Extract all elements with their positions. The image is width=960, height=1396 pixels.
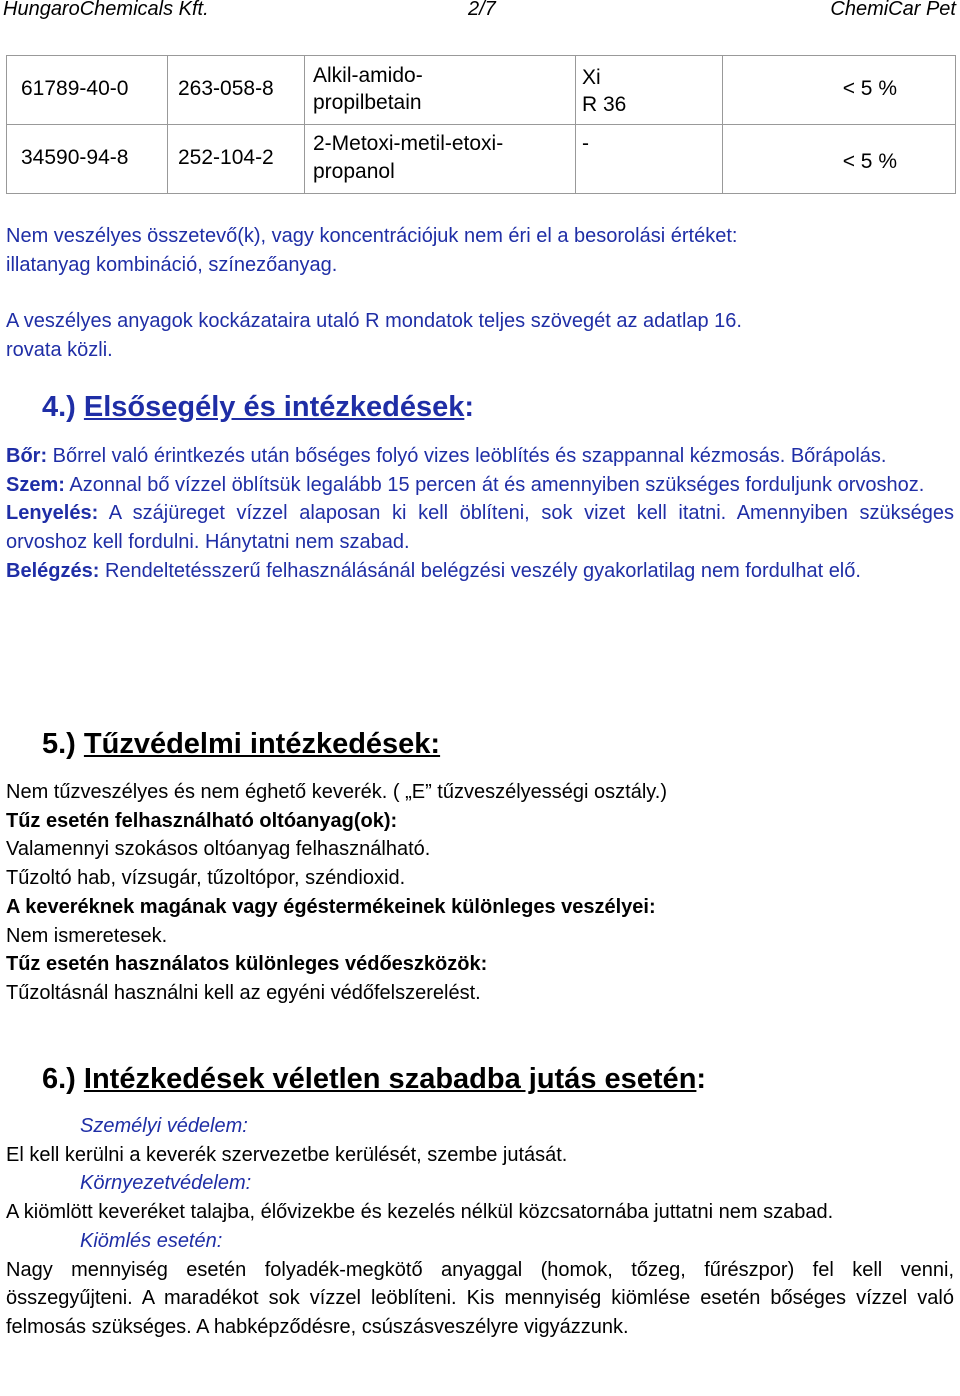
page-header [0, 0, 960, 28]
environment-label: Környezetvédelem: [80, 1172, 252, 1195]
section-5-heading: 5.) Tűzvédelmi intézkedések: [42, 728, 441, 760]
section-6-heading: 6.) Intézkedések véletlen szabadba jutás esetén: [42, 1063, 707, 1095]
classification-cell: Xi R 36 [576, 56, 723, 125]
classification-cell: - [576, 125, 723, 194]
section-6-body: Személyi védelem: El kell kerülni a keverék szervezetbe kerülését, szembe jutását. Környezetvédelem: A kiömlött keveréket talajba, élővizekbe és kezelés nélkül közcsatornába juttatni nem szabad. Kiömlés esetén: Nagy mennyiség esetén folyadék-megkötő anyaggal (homok, tőzeg, fűrészpor) fel kell venni, összegyűjteni. A maradékot sok vízzel leöblíteni. Kis mennyiség kiömlése esetén bőséges vízzel való felmosás szükséges. A habképződésre, csúszásveszélyre vigyázzunk. [6, 1112, 954, 1342]
eye-paragraph: Szem: Azonnal bő vízzel öblítsük legalább 15 percen át és amennyiben szükséges forduljunk orvoshoz. [6, 473, 925, 496]
personal-protection-label: Személyi védelem: [80, 1115, 248, 1137]
components-table [6, 55, 956, 194]
table-row [7, 125, 956, 194]
spill-label: Kiömlés esetén: [80, 1229, 223, 1252]
skin-paragraph: Bőr: Bőrrel való érintkezés után bőséges folyó vizes leöblítés és szappannal kézmosás. Bőrápolás. [6, 445, 887, 467]
cas-cell: 61789-40-0 [7, 56, 168, 125]
product-name: ChemiCar Pet [830, 0, 956, 20]
name-cell: 2-Metoxi-metil-etoxi- propanol [305, 125, 576, 194]
table-row [7, 56, 956, 125]
section-4-body [6, 442, 954, 586]
r-phrases-note: A veszélyes anyagok kockázataira utaló R mondatok teljes szövegét az adatlap 16. rovata közli. [6, 310, 742, 361]
section-5-body: Nem tűzveszélyes és nem éghető keverék. ( „E” tűzveszélyességi osztály.) Tűz esetén felhasználható oltóanyag(ok): Valamennyi szokásos oltóanyag felhasználható. Tűzoltó hab, vízsugár, tűzoltópor, széndioxid. A keveréknek magának vagy égéstermékeinek különleges veszélyei: Nem ismeretesek. Tűz esetén használatos különleges védőeszközök: Tűzoltásnál használni kell az egyéni védőfelszerelést. [6, 781, 667, 1004]
section-4-heading: 4.) Elsősegély és intézkedések: [42, 391, 475, 423]
ec-cell: 252-104-2 [168, 125, 305, 194]
name-cell: Alkil-amido- propilbetain [305, 56, 576, 125]
company-name: HungaroChemicals Kft. [3, 0, 209, 20]
section-title: Elsősegély és intézkedések [83, 391, 465, 423]
page-number: 2/7 [468, 0, 496, 20]
section-title: Tűzvédelmi intézkedések: [83, 728, 441, 760]
inhalation-paragraph: Belégzés: Rendeltetésszerű felhasználásánál belégzési veszély gyakorlatilag nem fordulhat elő. [6, 559, 861, 582]
ingestion-paragraph: Lenyelés: A szájüreget vízzel alaposan ki kell öblíteni, sok vizet kell itatni. Amennyiben szükséges orvoshoz kell fordulni. Hánytatni nem szabad. [6, 502, 954, 554]
concentration-cell: < 5 % [723, 56, 956, 125]
cas-cell: 34590-94-8 [7, 125, 168, 194]
ec-cell: 263-058-8 [168, 56, 305, 125]
non-hazardous-note: Nem veszélyes összetevő(k), vagy koncentrációjuk nem éri el a besorolási értéket: illatanyag kombináció, színezőanyag. [6, 225, 738, 276]
concentration-cell: < 5 % [723, 125, 956, 194]
section-title: Intézkedések véletlen szabadba jutás esetén [83, 1063, 697, 1095]
